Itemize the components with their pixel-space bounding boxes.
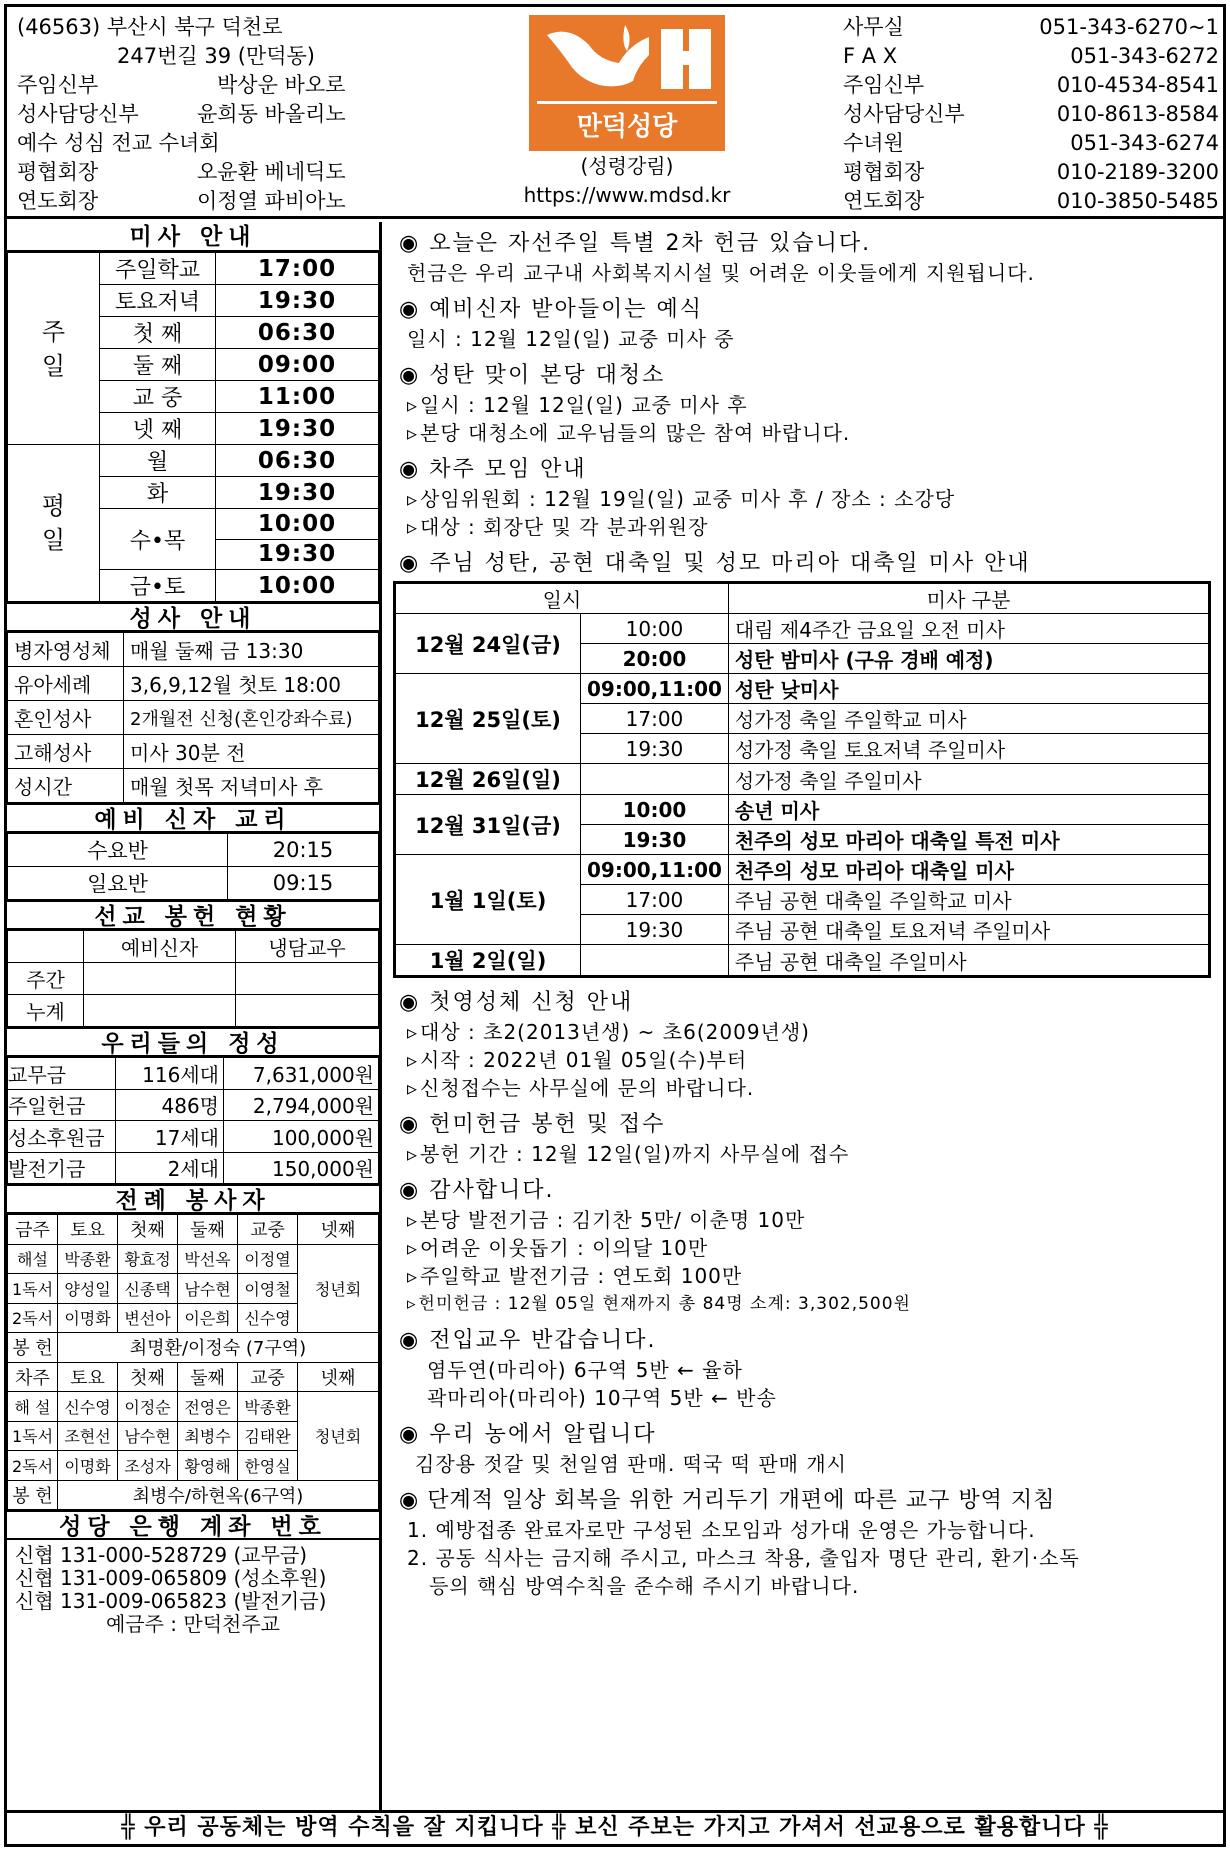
mass-schedule-table: 주 일 주일학교 17:00 토요저녁 19:30 첫 째 06:30 둘 째 09:00 교 중 11:00 넷 째 19:30 평 일 월 06:30 화 19:30 수•목 10:00 19:30 금•토 10:00 (7, 252, 379, 602)
bank-accounts (7, 1540, 379, 1640)
announcement-charity: ◉ 오늘은 자선주일 특별 2차 헌금 있습니다. 헌금은 우리 교구내 사회복지시설 및 어려운 이웃들에게 지원됩니다. (399, 231, 1035, 285)
contact-convent: 수녀원 051-343-6274 (843, 131, 1219, 155)
bank-account-row: 신협 131-009-065809 (성소후원) (15, 1566, 327, 1590)
announcement-new-parishioners: ◉ 전입교우 반갑습니다. 염두연(마리아) 6구역 5반 ← 율하 곽마리아(마리아) 10구역 5반 ← 반송 (399, 1328, 777, 1410)
bank-title: 성당 은행 계좌 번호 (7, 1510, 379, 1540)
contact-prayer-president: 연도회장 010-3850-5485 (843, 189, 1219, 213)
parish-logo-block (477, 15, 777, 209)
announcement-christmas-mass: ◉ 주님 성탄, 공현 대축일 및 성모 마리아 대축일 미사 안내 (399, 551, 1031, 576)
bulletin-page (4, 4, 1226, 1847)
announcements-column (399, 229, 1219, 1608)
announcement-rice-offering: ◉ 헌미헌금 봉헌 및 접수 ▹ 봉헌 기간 : 12월 12일(일)까지 사무실에 접수 (399, 1110, 1219, 1168)
council-president-row: 평협회장 오윤환 베네딕도 (17, 160, 346, 184)
christmas-mass-schedule-table: 일시 미사 구분 12월 24일(금) 10:00 대림 제4주간 금요일 오전 미사 20:00 성탄 밤미사 (구유 경배 예정) 12월 25일(토) 09:00,11:00 성탄 낮미사 17:00 성가정 축일 주일학교 미사 19:30 성가정 축일 토요저녁 주일미사 12월 26일(일) 성가정 축일 주일미사 12월 31일(금) 10:00 송년 미사 19:30 천주의 성모 마리아 대축일 특전 미사 1월 1일(토) 09:00,11:00 천주의 성모 마리아 대축일 미사 17:00 주님 공현 대축일 주일학교 미사 19:30 주님 공현 대축일 토요저녁 주일미사 1월 2일(일) 주님 공현 대축일 주일미사 (393, 581, 1211, 978)
liturgy-title: 전례 봉사자 (7, 1184, 379, 1214)
contact-council-president: 평협회장 010-2189-3200 (843, 160, 1219, 184)
sacrament-table: 병자영성체 매월 둘째 금 13:30 유아세례 3,6,9,12월 첫토 18:00 혼인성사 2개월전 신청(혼인강좌수료) 고해성사 미사 30분 전 성시간 매월 첫목 저녁미사 후 (7, 632, 379, 803)
sacrament-title: 성사 안내 (7, 602, 379, 632)
header (7, 7, 1223, 219)
sisters-row: 예수 성심 전교 수녀회 (17, 131, 220, 155)
mission-title: 선교 봉헌 현황 (7, 900, 379, 930)
announcement-meeting: ◉ 차주 모임 안내 ▹ 상임위원회 : 12월 19일(일) 교중 미사 후 / 장소 : 소강당 ▹ 대상 : 회장단 및 각 분과위원장 (399, 455, 1219, 541)
announcement-farm: ◉ 우리 농에서 알립니다 김장용 젓갈 및 천일염 판매. 떡국 떡 판매 개시 (399, 1422, 847, 1476)
logo-text: 만덕성당 (576, 112, 678, 142)
footer-notice: ╬ 우리 공동체는 방역 수칙을 잘 지킵니다 ╬ 보신 주보는 가지고 가셔서 선교용으로 활용합니다 ╬ (7, 1810, 1223, 1844)
bank-owner: 예금주 : 만덕천주교 (105, 1612, 280, 1636)
announcement-cleaning: ◉ 성탄 맞이 본당 대청소 ▹ 일시 : 12월 12일(일) 교중 미사 후 ▹ 본당 대청소에 교우님들의 많은 참여 바랍니다. (399, 361, 1219, 447)
bank-account-row: 신협 131-009-065823 (발전기금) (15, 1589, 327, 1613)
header-left-info (17, 13, 437, 216)
parish-subtitle: (성령강림) (580, 154, 674, 178)
contact-pastor: 주임신부 010-4534-8541 (843, 73, 1219, 97)
sacrament-priest-row: 성사담당신부 윤희동 바올리노 (17, 102, 346, 126)
pastor-row: 주임신부 박상운 바오로 (17, 73, 346, 97)
announcement-thanks: ◉ 감사합니다. ▹ 본당 발전기금 : 김기찬 5만/ 이춘명 10만 ▹ 어려운 이웃돕기 : 이의달 10만 ▹ 주일학교 발전기금 : 연도회 100만 ▹ 헌미헌금 : 12월 05일 현재까지 총 84명 소계: 3,302,500원 (399, 1176, 1219, 1318)
liturgy-this-week-table: 금주 토요 첫째 둘째 교중 넷째 해설 박종환 황효정 박선옥 이정열 청년회 1독서 양성일 신종택 남수현 이영철 2독서 이명화 변선아 이은희 신수영 봉 헌 최명환/이정숙 (7구역) 차주 토요 첫째 둘째 교중 넷째 해 설 신수영 이정순 전영은 박종환 청년회 1독서 조현선 남수현 최병수 김태완 2독서 이명화 조성자 황영해 한영실 봉 헌 최병수/하현옥(6구역) (7, 1214, 379, 1510)
left-column (7, 222, 382, 1813)
contact-office: 사무실 051-343-6270~1 (843, 15, 1219, 39)
weekday-label: 평 일 (8, 445, 100, 602)
bank-account-row: 신협 131-000-528729 (교무금) (15, 1543, 308, 1567)
announcement-first-communion: ◉ 첫영성체 신청 안내 ▹ 대상 : 초2(2013년생) ~ 초6(2009년생) ▹ 시작 : 2022년 01월 05일(수)부터 ▹ 신청접수는 사무실에 문의 바랍니다. (399, 988, 1219, 1102)
address-line-1: (46563) 부산시 북구 덕천로 (17, 15, 283, 39)
announcement-covid-guidelines: ◉ 단계적 일상 회복을 위한 거리두기 개편에 따른 교구 방역 지침 1. 예방접종 완료자로만 구성된 소모임과 성가대 운영은 가능합니다. 2. 공동 식사는 금지해 주시고, 마스크 착용, 출입자 명단 관리, 환기·소독 등의 핵심 방역수칙을 준수해 주시기 바랍니다. (399, 1488, 1080, 1598)
announcement-catechumen-rite: ◉ 예비신자 받아들이는 예식 일시 : 12월 12일(일) 교중 미사 중 (399, 297, 735, 351)
mission-table: 예비신자 냉담교우 주간 누계 (7, 930, 379, 1027)
mass-title: 미사 안내 (7, 222, 379, 252)
prayer-president-row: 연도회장 이정열 파비아노 (17, 189, 346, 213)
parish-logo (529, 15, 725, 151)
offering-table: 교무금 116세대 7,631,000원 주일헌금 486명 2,794,000원 성소후원금 17세대 100,000원 발전기금 2세대 150,000원 (7, 1057, 379, 1184)
contact-fax: F A X 051-343-6272 (843, 44, 1219, 68)
sunday-label: 주 일 (8, 253, 100, 445)
address-line-2: 247번길 39 (만덕동) (117, 44, 315, 68)
parish-url[interactable]: https://www.mdsd.kr (523, 183, 731, 207)
catechism-title: 예비 신자 교리 (7, 803, 379, 833)
header-contacts (843, 13, 1223, 216)
offering-title: 우리들의 정성 (7, 1027, 379, 1057)
contact-sacrament-priest: 성사담당신부 010-8613-8584 (843, 102, 1219, 126)
catechism-table: 수요반 20:15 일요반 09:15 (7, 833, 379, 900)
